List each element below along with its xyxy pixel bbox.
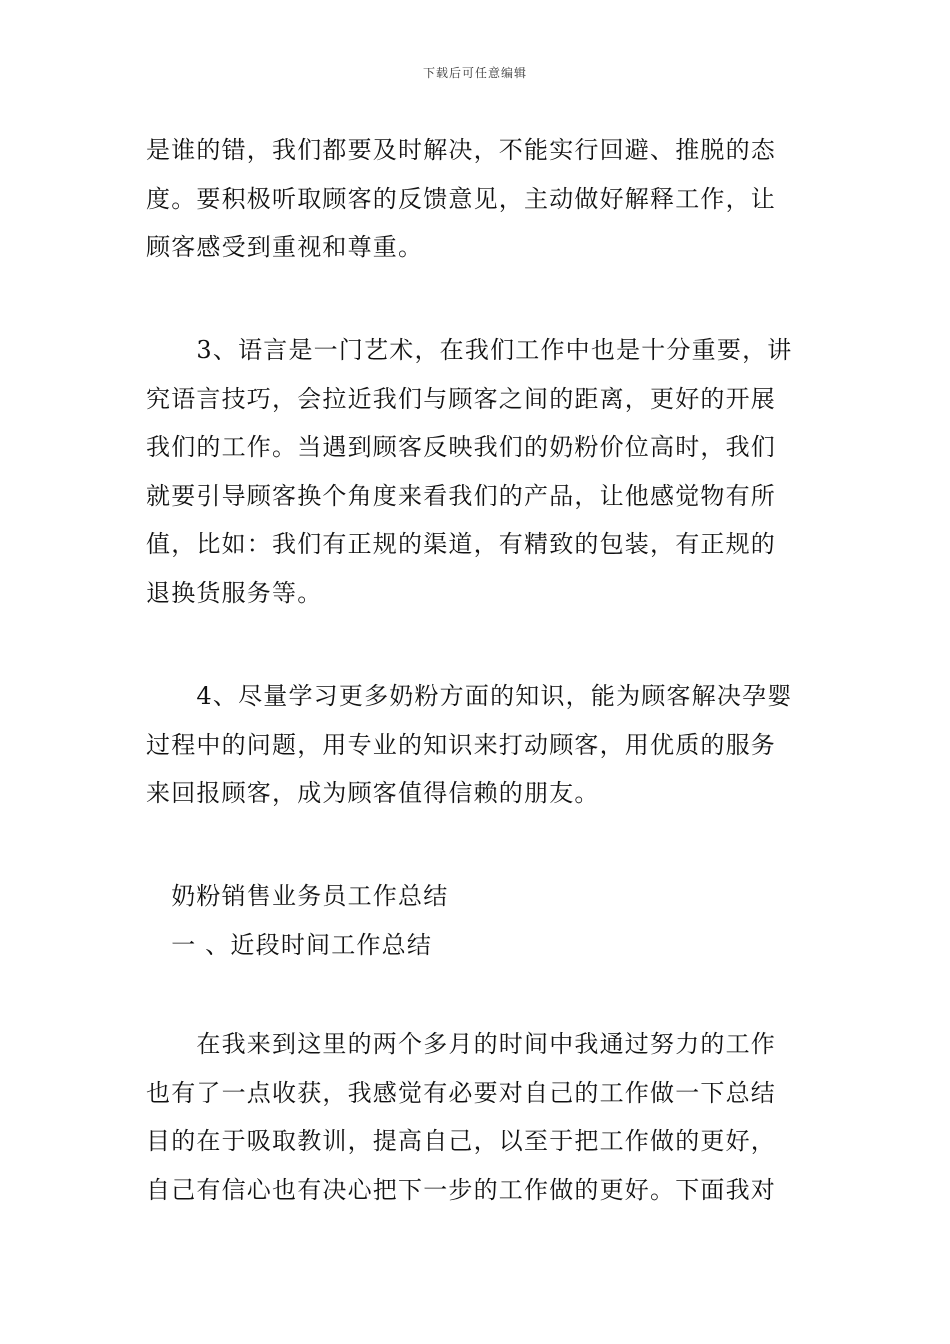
section-heading-block	[146, 872, 806, 969]
paragraph-item-3	[146, 326, 806, 617]
text-line: 3、语言是一门艺术，在我们工作中也是十分重要，讲	[146, 336, 793, 364]
text-line: 顾客感受到重视和尊重。	[146, 233, 424, 261]
text-line: 4、尽量学习更多奶粉方面的知识，能为顾客解决孕婴	[146, 682, 793, 710]
text-line: 来回报顾客，成为顾客值得信赖的朋友。	[146, 779, 600, 807]
text-line: 在我来到这里的两个多月的时间中我通过努力的工作	[146, 1030, 776, 1058]
text-line: 我们的工作。当遇到顾客反映我们的奶粉价位高时，我们	[146, 433, 776, 461]
text-line: 究语言技巧，会拉近我们与顾客之间的距离，更好的开展	[146, 384, 776, 413]
text-line: 自己有信心也有决心把下一步的工作做的更好。下面我对	[146, 1175, 776, 1204]
text-line: 退换货服务等。	[146, 578, 323, 607]
text-line: 值，比如：我们有正规的渠道，有精致的包装，有正规的	[146, 530, 776, 558]
paragraph-summary	[146, 1020, 806, 1214]
section-title: 奶粉销售业务员工作总结	[146, 882, 449, 910]
paragraph-item-4	[146, 672, 806, 818]
text-line: 目的在于吸取教训，提高自己，以至于把工作做的更好，	[146, 1127, 776, 1155]
page-header: 下载后可任意编辑	[422, 66, 527, 80]
text-line: 度。要积极听取顾客的反馈意见，主动做好解释工作，让	[146, 184, 776, 213]
text-line: 过程中的问题，用专业的知识来打动顾客，用优质的服务	[146, 730, 776, 759]
paragraph-responsibility	[146, 126, 806, 272]
text-line: 是谁的错，我们都要及时解决，不能实行回避、推脱的态	[146, 136, 776, 164]
section-subtitle: 一 、近段时间工作总结	[146, 930, 433, 959]
text-line: 也有了一点收获，我感觉有必要对自己的工作做一下总结	[146, 1078, 776, 1107]
text-line: 就要引导顾客换个角度来看我们的产品，让他感觉物有所	[146, 481, 776, 510]
